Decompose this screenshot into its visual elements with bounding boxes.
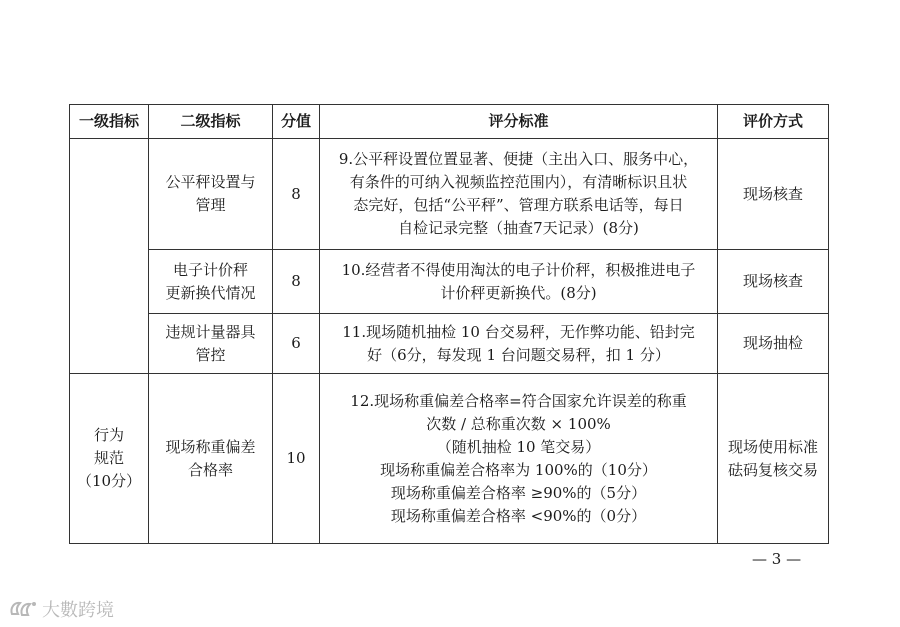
level2-cell: 电子计价秤 更新换代情况 <box>149 250 273 314</box>
table-row <box>70 374 829 544</box>
level2-cell: 违规计量器具 管控 <box>149 314 273 374</box>
level1-cell: 行为 规范 （10分） <box>70 374 149 544</box>
watermark-logo-icon <box>8 598 38 620</box>
scoring-table <box>69 104 829 544</box>
level2-cell: 公平秤设置与 管理 <box>149 139 273 250</box>
method-cell: 现场核查 <box>718 250 829 314</box>
table-row <box>70 139 829 250</box>
standard-cell: 12.现场称重偏差合格率=符合国家允许误差的称重 次数 / 总称重次数 × 100% （随机抽检 10 笔交易） 现场称重偏差合格率为 100%的（10分） 现场称重偏差合格率 ≥90%的（5分） 现场称重偏差合格率 <90%的（0分） <box>320 374 718 544</box>
watermark <box>8 596 114 622</box>
page-number: — 3 — <box>752 550 802 568</box>
table-row <box>70 250 829 314</box>
standard-cell: 10.经营者不得使用淘汰的电子计价秤，积极推进电子 计价秤更新换代。(8分) <box>320 250 718 314</box>
table-header-row <box>70 105 829 139</box>
level1-cell-empty <box>70 139 149 374</box>
header-level2: 二级指标 <box>149 105 273 139</box>
header-level1: 一级指标 <box>70 105 149 139</box>
standard-cell: 9.公平秤设置位置显著、便捷（主出入口、服务中心， 有条件的可纳入视频监控范围内），有清晰标识且状 态完好，包括“公平秤”、管理方联系电话等，每日 自检记录完整（抽查7天记录）(8分) <box>320 139 718 250</box>
watermark-text: 大數跨境 <box>42 600 114 621</box>
standard-cell: 11.现场随机抽检 10 台交易秤，无作弊功能、铅封完 好（6分，每发现 1 台问题交易秤，扣 1 分） <box>320 314 718 374</box>
header-method: 评价方式 <box>718 105 829 139</box>
method-cell: 现场核查 <box>718 139 829 250</box>
method-cell: 现场使用标准 砝码复核交易 <box>718 374 829 544</box>
score-cell: 6 <box>273 314 320 374</box>
score-cell: 8 <box>273 250 320 314</box>
level2-cell: 现场称重偏差 合格率 <box>149 374 273 544</box>
score-cell: 8 <box>273 139 320 250</box>
table-row <box>70 314 829 374</box>
header-standard: 评分标准 <box>320 105 718 139</box>
header-score: 分值 <box>273 105 320 139</box>
method-cell: 现场抽检 <box>718 314 829 374</box>
score-cell: 10 <box>273 374 320 544</box>
